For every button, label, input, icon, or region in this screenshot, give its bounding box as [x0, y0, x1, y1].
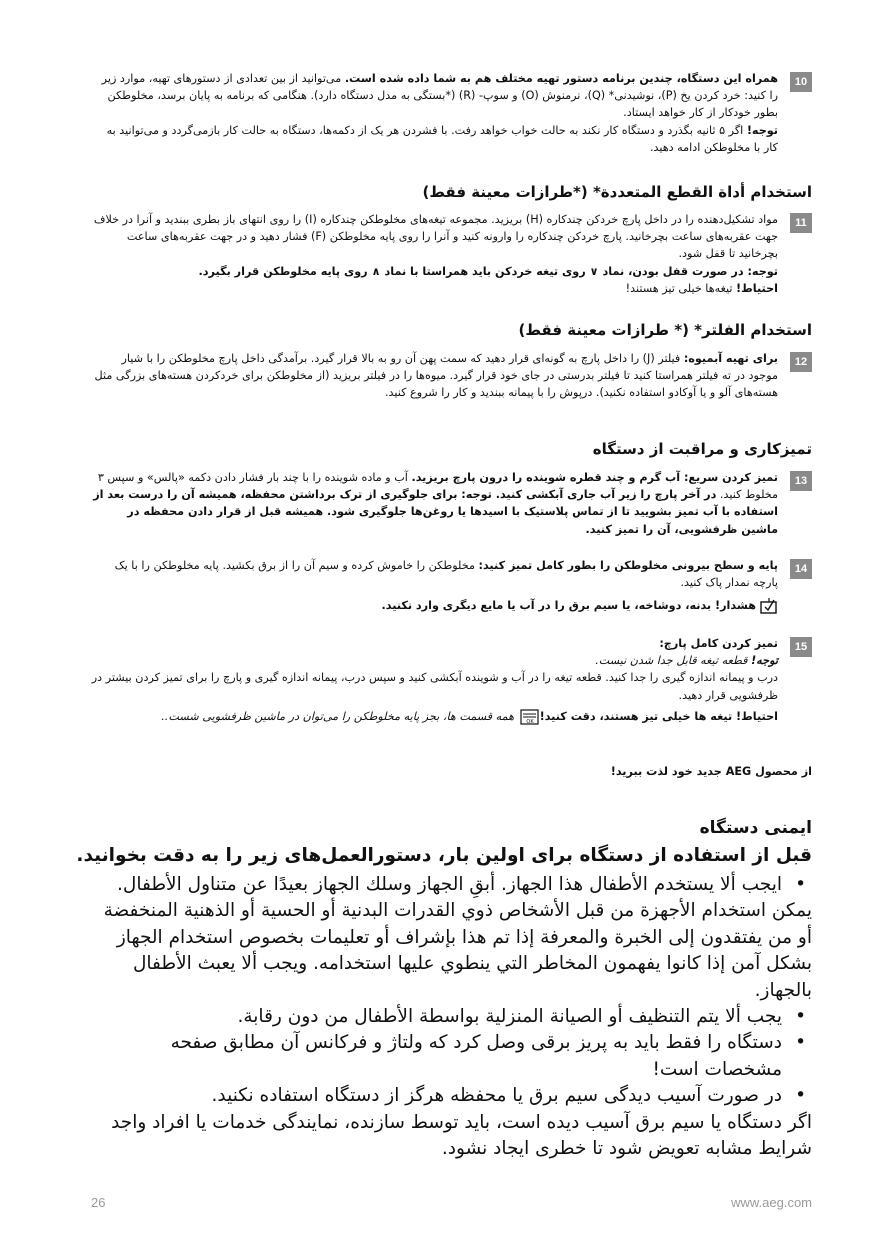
step-text: می‌توانید از بین تعدادی از دستورهای تهیه، موارد زیر را کنید: خرد کردن یخ (P)، نوشیدنی* (Q)، نرمنوش (O) و سوپ- (R) (*بستگی به مدل دستگاه دارد). هنگامی که برنامه به پایان برسد، مخلوطکن بطور خودکار از کار خواهد ایستاد.: [101, 72, 778, 120]
list-paragraph: اگر دستگاه یا سیم برق آسیب دیده است، باید توسط سازنده، نمایندگی خدمات یا افراد واجد شرایط مشابه تعویض شود تا خطری ایجاد نشود.: [111, 1111, 812, 1160]
list-item: • دستگاه را فقط باید به پریز برقی وصل کرد که ولتاژ و فرکانس آن مطابق صفحه مشخصات است!: [170, 1032, 806, 1080]
step-note: توجه: در صورت قفل بودن، نماد ∨ روی تیغه خردکن باید همراستا با نماد ∧ روی پایه مخلوطکن قرار بگیرد.: [198, 264, 778, 278]
step-text: همه قسمت ها، بجز پایه مخلوطکن را می‌توان در ماشین ظرفشویی شست..: [161, 709, 518, 723]
step-number: 12: [790, 352, 812, 372]
safety-subtitle: قبل از استفاده از دستگاه برای اولین بار، دستورالعمل‌های زیر را به دقت بخوانید.: [76, 845, 812, 866]
step-text-bold: تمیز کردن کامل پارچ:: [659, 637, 778, 650]
no-water-warning-icon: [760, 598, 778, 614]
step-text-bold: تمیز کردن سریع: آب گرم و چند قطره شوینده را درون پارچ بریزید.: [411, 471, 778, 484]
caution-text: احتیاط! تیغه ها خیلی تیز هستند، دقت کنید!: [539, 709, 778, 723]
step-text-bold: همراه این دستگاه، چندین برنامه دستور تهیه مختلف هم به شما داده شده است.: [344, 72, 778, 85]
safety-list: [90, 872, 812, 1162]
step-text-bold: پایه و سطح بیرونی مخلوطکن را بطور کامل تمیز کنید:: [478, 559, 778, 572]
step-14: [90, 559, 812, 629]
warning-text: هشدار! بدنه، دوشاخه، یا سیم برق را در آب یا مایع دیگری وارد نکنید.: [381, 599, 756, 613]
step-number: 10: [790, 72, 812, 92]
step-number: 14: [790, 559, 812, 579]
step-text: مخلوطکن را خاموش کرده و سیم آن را از برق بکشید. پایه مخلوطکن را با یک پارچه نمدار پاک کنید.: [114, 559, 778, 590]
step-text: مواد تشکیل‌دهنده را در داخل پارچ خردکن چندکاره (H) بریزید. مجموعه تیغه‌های مخلوطکن چندکاره (I) را روی انتهای باز بطری ببندید و آنرا در خلاف جهت عقربه‌های ساعت بچرخانید. پارچ خردکن چندکاره را وارونه کنید و آنرا را روی پایه مخلوطکن (F) فشار دهید و در جهت عقربه‌های ساعت بچرخانید تا قفل شود.: [93, 213, 778, 261]
step-text-bold: در آخر پارچ را زیر آب جاری آبکشی کنید. توجه: برای جلوگیری از ترک برداشتن محفظه، همیشه آن را درست بعد از استفاده با آب تمیز بشویید تا از تماس پلاستیک با اسیدها یا روغن‌ها جلوگیری شود. همیشه قبل از قرار دادن محفظه در ماشین ظرفشویی، آن را تمیز کنید.: [93, 488, 778, 536]
step-text-bold: برای تهیه آبمیوه:: [683, 352, 778, 365]
heading-cleaning: تمیزکاری و مراقبت از دستگاه: [592, 440, 812, 458]
page-number: 26: [91, 1195, 106, 1210]
closing-text: از محصول AEG جدید خود لذت ببرید!: [610, 765, 812, 778]
list-paragraph: يمكن استخدام الأجهزة من قبل الأشخاص ذوي القدرات البدنية أو الحسية أو الذهنية المنخفضة أو من يفتقدون إلى الخبرة والمعرفة إذا تم هذا بإشراف أو تعليمات بخصوص استخدام الجهاز بشكل آمن إذا كانوا يفهمون المخاطر التي ينطوي عليها استخدامه. ويجب ألا يعبث الأطفال بالجهاز.: [103, 900, 812, 1001]
step-10: [90, 72, 812, 172]
step-15: [90, 637, 812, 747]
heading-multi-chopper: استخدام أداة القطع المتعددة* (*طرازات معينة فقط): [422, 183, 812, 201]
step-text: درب و پیمانه اندازه گیری را جدا کنید. قطعه تیغه را در آب و شوینده آبکشی کنید و سپس درب، پیمانه اندازه گیری و پارچ را برای تمیز کردن بیشتر در ظرفشویی قرار دهید.: [91, 671, 778, 702]
step-text: تیغه‌ها خیلی تیز هستند!: [625, 281, 737, 295]
step-text: آب و ماده شوینده را با چند بار فشار دادن دکمه «پالس» و سپس ۳ مخلوط کنید.: [97, 471, 778, 502]
caution-label: احتیاط!: [736, 281, 778, 295]
step-text: اگر ۵ ثانیه بگذرد و دستگاه کار نکند به حالت خواب خواهد رفت. با فشردن هر یک از دکمه‌ها، دستگاه به حالت کار بازمی‌گردد و می‌توانید به کار با مخلوطکن ادامه دهید.: [106, 123, 778, 154]
note-label: توجه!: [746, 123, 778, 137]
step-number: 15: [790, 637, 812, 657]
list-item: • ايجب ألا يستخدم الأطفال هذا الجهاز. أبقِ الجهاز وسلك الجهاز بعيدًا عن متناول الأطفال.: [117, 874, 806, 895]
step-text: فیلتر (J) را داخل پارچ به گونه‌ای قرار دهید که سمت پهن آن رو به بالا قرار گیرد. برآمدگی داخل پارچ مخلوطکن را با شیار موجود در ته فیلتر همراستا کنید تا فیلتر بدرستی در جای خود قرار گیرد. میوه‌ها را در فیلتر بریزید (از مخلوطکن برای خردکردن هسته‌های بزرگی مثل هسته‌های آلو و یا آوکادو استفاده نکنید). درپوش را با پیمانه ببندید و کار را شروع کنید.: [94, 352, 778, 400]
note-label: توجه!: [751, 654, 778, 668]
step-12: [90, 352, 812, 432]
step-number: 13: [790, 471, 812, 491]
safety-title: ایمنی دستگاه: [699, 818, 812, 838]
step-number: 11: [790, 213, 812, 233]
heading-filter: استخدام الفلتر* (* طرازات معينة فقط): [518, 321, 812, 339]
step-text: قطعه تیغه قابل جدا شدن نیست.: [595, 654, 752, 668]
step-13: [90, 471, 812, 551]
dishwasher-icon: [522, 709, 540, 725]
website-url: www.aeg.com: [731, 1195, 812, 1210]
list-item: • در صورت آسیب دیدگی سیم برق یا محفظه هرگز از دستگاه استفاده نکنید.: [211, 1085, 806, 1107]
step-11: [90, 213, 812, 313]
svg-text:OK: OK: [526, 718, 534, 725]
list-item: • يجب ألا يتم التنظيف أو الصيانة المنزلية بواسطة الأطفال من دون رقابة.: [237, 1006, 806, 1028]
